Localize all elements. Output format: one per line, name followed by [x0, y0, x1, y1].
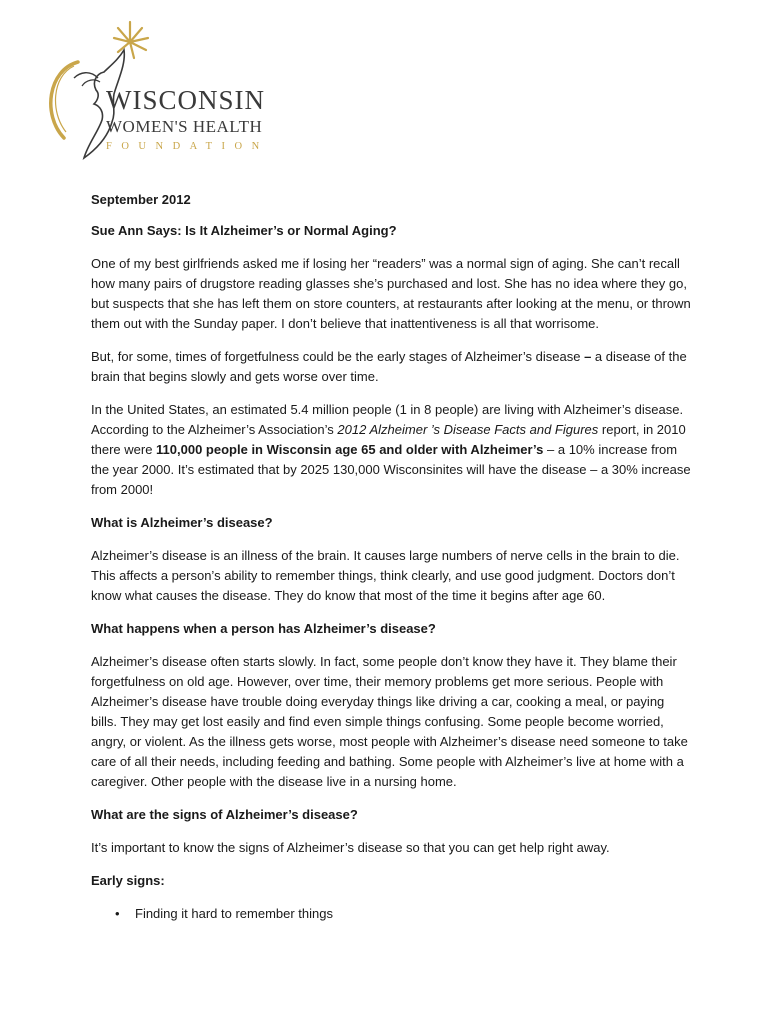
early-signs-label: Early signs:: [91, 873, 165, 888]
p3-text-b: report, in 2010 there were: [91, 422, 686, 457]
document-body: [91, 190, 691, 924]
p3-bold-stat: 110,000 people in Wisconsin age 65 and older with Alzheimer’s: [156, 442, 544, 457]
document-title: Sue Ann Says: Is It Alzheimer’s or Normal Aging?: [91, 223, 397, 238]
paragraph-signs: It’s important to know the signs of Alzheimer’s disease so that you can get help right away.: [91, 840, 610, 855]
logo-line-foundation: FOUNDATION: [106, 141, 269, 152]
paragraph-statistics: [91, 400, 691, 500]
early-signs-list: [91, 904, 691, 924]
logo-line-womens-health: WOMEN'S HEALTH: [106, 117, 263, 136]
heading-what-happens: What happens when a person has Alzheimer’s disease?: [91, 621, 436, 636]
logo-wordmark: [106, 86, 269, 154]
list-item-text: Finding it hard to remember things: [135, 906, 333, 921]
heading-signs: What are the signs of Alzheimer’s disease?: [91, 807, 358, 822]
paragraph-what-happens: Alzheimer’s disease often starts slowly. In fact, some people don’t know they have it. They blame their forgetfulness on old age. However, over time, their memory problems get more serious. People with Alzheimer’s disease have trouble doing everyday things like driving a car, cooking a meal, or paying bills. They may get lost easily and find even simple things confusing. Some people become worried, angry, or violent. As the illness gets worse, most people with Alzheimer’s disease need someone to take care of all their needs, including feeding and bathing. Some people with Alzheimer’s live at home with a caregiver. Other people with the disease live in a nursing home.: [91, 654, 688, 789]
heading-what-is: What is Alzheimer’s disease?: [91, 515, 273, 530]
bullet-icon: •: [115, 906, 120, 921]
foundation-logo: [38, 20, 278, 170]
list-item: [91, 904, 691, 924]
p2-dash: –: [584, 349, 592, 364]
paragraph-intro: One of my best girlfriends asked me if losing her “readers” was a normal sign of aging. She can’t recall how many pairs of drugstore reading glasses she’s purchased and lost. She has no idea where they go, but suspects that she has left them on store counters, at restaurants after looking at the menu, or thrown them out with the Sunday paper. I don’t believe that inattentiveness is all that worrisome.: [91, 256, 691, 331]
logo-line-wisconsin: WISCONSIN: [106, 85, 266, 115]
paragraph-forgetfulness: [91, 347, 691, 387]
p2-text-b: a disease of the brain that begins slowly and gets worse over time.: [91, 349, 687, 384]
p3-text-a: In the United States, an estimated 5.4 million people (1 in 8 people) are living with Alzheimer’s disease. According to the Alzheimer’s Association’s: [91, 402, 684, 437]
report-title: 2012 Alzheimer ’s Disease Facts and Figures: [337, 422, 599, 437]
p2-text-a: But, for some, times of forgetfulness could be the early stages of Alzheimer’s disease: [91, 349, 585, 364]
star-burst-icon: [114, 22, 148, 58]
document-date: September 2012: [91, 192, 191, 207]
paragraph-what-is: Alzheimer’s disease is an illness of the brain. It causes large numbers of nerve cells in the brain to die. This affects a person’s ability to remember things, think clearly, and use good judgment. Doctors don’t know what causes the disease. They do know that most of the time it begins after age 60.: [91, 548, 680, 603]
p3-text-c: – a 10% increase from the year 2000. It’s estimated that by 2025 130,000 Wisconsinites will have the disease – a 30% increase from 2000!: [91, 442, 691, 497]
